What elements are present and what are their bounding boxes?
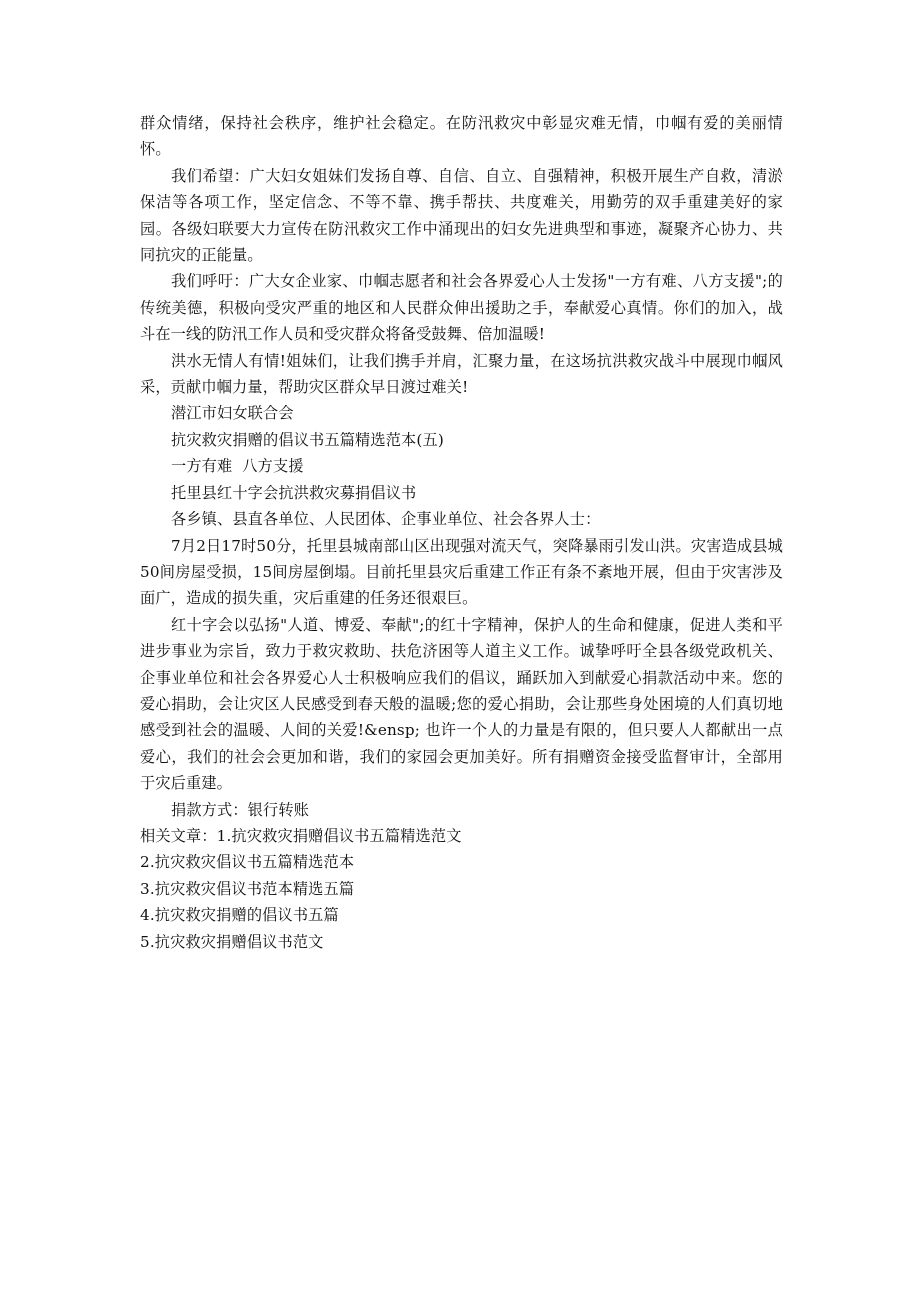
- paragraph: 红十字会以弘扬"人道、博爱、奉献";的红十字精神，保护人的生命和健康，促进人类和平进步事业为宗旨，致力于救灾救助、扶危济困等人道主义工作。诚挚呼吁全县各级党政机关、企事业单位和社会各界爱心人士积极响应我们的倡议，踊跃加入到献爱心捐款活动中来。您的爱心捐助，会让灾区人民感受到春天般的温暖;您的爱心捐助，会让那些身处困境的人们真切地感受到社会的温暖、人间的关爱!&ensp; 也许一个人的力量是有限的，但只要人人都献出一点爱心，我们的社会会更加和谐，我们的家园会更加美好。所有捐赠资金接受监督审计，全部用于灾后重建。: [140, 615, 783, 793]
- section-title: 抗灾救灾捐赠的倡议书五篇精选范本(五): [171, 430, 444, 449]
- paragraph: 我们呼吁：广大女企业家、巾帼志愿者和社会各界爱心人士发扬"一方有难、八方支援";的传统美德，积极向受灾严重的地区和人民群众伸出援助之手，奉献爱心真情。你们的加入，战斗在一线的防汛工作人员和受灾群众将备受鼓舞、倍加温暖!: [140, 272, 783, 344]
- signature-line: 潜江市妇女联合会: [171, 404, 294, 423]
- document-title: 托里县红十字会抗洪救灾募捐倡议书: [171, 483, 417, 502]
- related-article-link[interactable]: 2.抗灾救灾倡议书五篇精选范本: [140, 853, 355, 872]
- related-article-link[interactable]: 5.抗灾救灾捐赠倡议书范文: [140, 932, 324, 951]
- document-page: [140, 110, 783, 955]
- related-article-link[interactable]: 相关文章：1.抗灾救灾捐赠倡议书五篇精选范文: [140, 826, 462, 845]
- paragraph: 我们希望：广大妇女姐妹们发扬自尊、自信、自立、自强精神，积极开展生产自救，清淤保洁等各项工作，坚定信念、不等不靠、携手帮扶、共度难关，用勤劳的双手重建美好的家园。各级妇联要大力宣传在防汛救灾工作中涌现出的妇女先进典型和事迹，凝聚齐心协力、共同抗灾的正能量。: [140, 166, 783, 265]
- slogan: 一方有难 八方支援: [171, 457, 304, 476]
- paragraph: 群众情绪，保持社会秩序，维护社会稳定。在防汛救灾中彰显灾难无情，巾帼有爱的美丽情怀。: [140, 114, 783, 159]
- document-body: [140, 110, 783, 823]
- paragraph: 洪水无情人有情!姐妹们，让我们携手并肩，汇聚力量，在这场抗洪救灾战斗中展现巾帼风采，贡献巾帼力量，帮助灾区群众早日渡过难关!: [140, 351, 783, 397]
- salutation: 各乡镇、县直各单位、人民团体、企事业单位、社会各界人士：: [171, 510, 601, 529]
- donation-method: 捐款方式：银行转账: [171, 800, 310, 819]
- related-article-link[interactable]: 3.抗灾救灾倡议书范本精选五篇: [140, 879, 355, 898]
- related-articles: [140, 823, 783, 955]
- related-article-link[interactable]: 4.抗灾救灾捐赠的倡议书五篇: [140, 906, 339, 925]
- paragraph: 7月2日17时50分，托里县城南部山区出现强对流天气，突降暴雨引发山洪。灾害造成县城50间房屋受损，15间房屋倒塌。目前托里县灾后重建工作正有条不紊地开展，但由于灾害涉及面广，造成的损失重，灾后重建的任务还很艰巨。: [140, 536, 783, 608]
